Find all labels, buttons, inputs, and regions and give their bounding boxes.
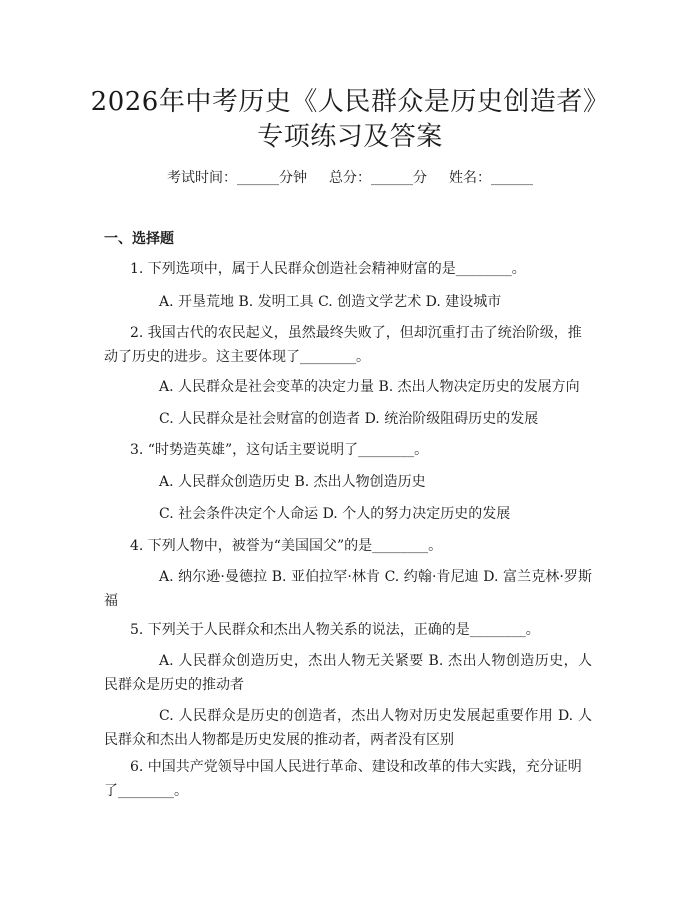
total-score-field: 总分：______分 — [329, 170, 427, 186]
question-5-options-cd: C. 人民群众是历史的创造者，杰出人物对历史发展起重要作用 D. 人民群众和杰出人物都是历史发展的推动者，两者没有区别 — [104, 708, 592, 748]
question-6: 6. 中国共产党领导中国人民进行革命、建设和改革的伟大实践，充分证明了________。 — [104, 759, 582, 799]
document-title-line-1: 2026年中考历史《人民群众是历史创造者》 — [90, 87, 610, 117]
question-4-options: A. 纳尔逊·曼德拉 B. 亚伯拉罕·林肯 C. 约翰·肯尼迪 D. 富兰克林·罗斯福 — [104, 569, 592, 609]
exam-time-field: 考试时间：______分钟 — [167, 170, 307, 186]
question-3: 3. “时势造英雄”，这句话主要说明了________。 — [130, 442, 429, 458]
student-name-field: 姓名：______ — [449, 170, 533, 186]
question-2-options-cd: C. 人民群众是社会财富的创造者 D. 统治阶级阻碍历史的发展 — [159, 411, 539, 427]
question-1-options: A. 开垦荒地 B. 发明工具 C. 创造文学艺术 D. 建设城市 — [159, 294, 502, 310]
question-2-options-ab: A. 人民群众是社会变革的决定力量 B. 杰出人物决定历史的发展方向 — [159, 379, 580, 395]
question-3-options-ab: A. 人民群众创造历史 B. 杰出人物创造历史 — [159, 474, 426, 490]
question-5: 5. 下列关于人民群众和杰出人物关系的说法，正确的是________。 — [130, 622, 540, 638]
question-5-options-ab: A. 人民群众创造历史，杰出人物无关紧要 B. 杰出人物创造历史，人民群众是历史的推动者 — [104, 653, 592, 693]
question-1: 1. 下列选项中，属于人民群众创造社会精神财富的是________。 — [130, 261, 526, 277]
exam-info — [0, 168, 700, 188]
question-4: 4. 下列人物中，被誉为“美国国父”的是________。 — [130, 538, 443, 554]
section-heading: 一、选择题 — [104, 231, 174, 247]
question-2: 2. 我国古代的农民起义，虽然最终失败了，但却沉重打击了统治阶级，推动了历史的进步。这主要体现了________。 — [104, 325, 582, 365]
question-3-options-cd: C. 社会条件决定个人命运 D. 个人的努力决定历史的发展 — [159, 506, 511, 522]
document-title-line-2: 专项练习及答案 — [257, 122, 443, 152]
